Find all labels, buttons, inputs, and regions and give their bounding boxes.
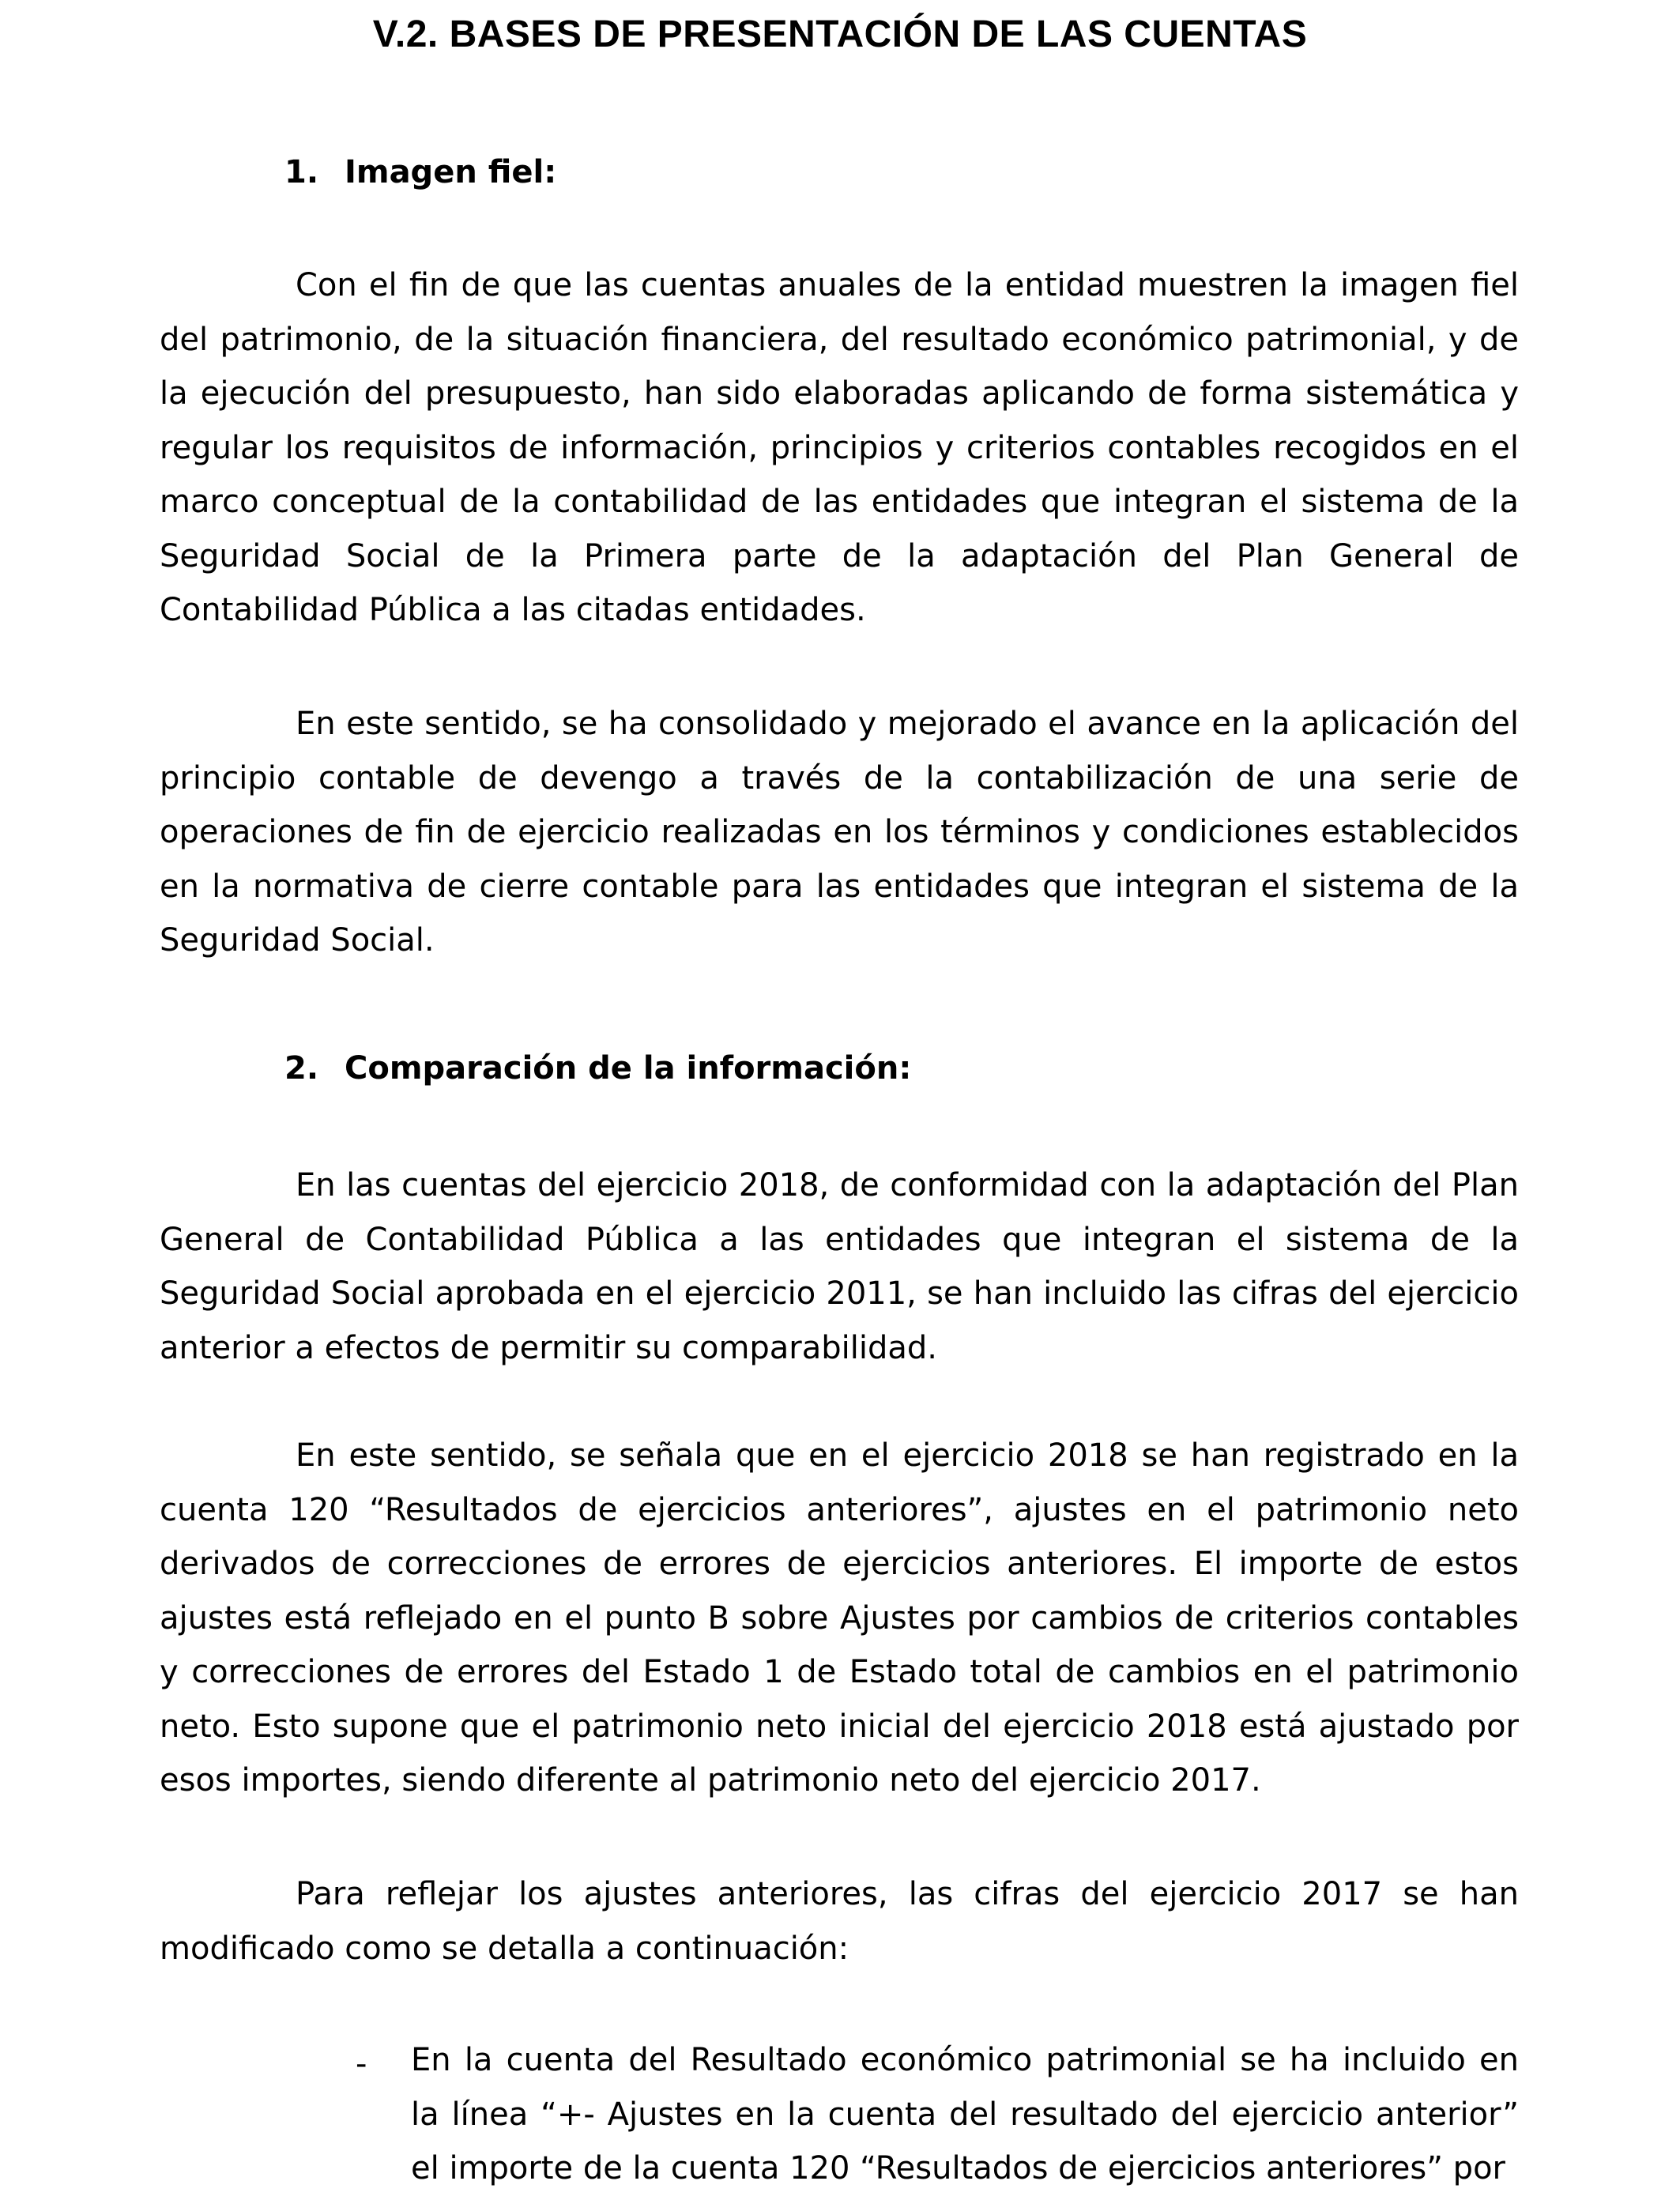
page-title: V.2. BASES DE PRESENTACIÓN DE LAS CUENTAS	[372, 13, 1308, 55]
section-number: 1.	[284, 154, 319, 190]
section-number: 2.	[284, 1050, 319, 1087]
section-heading-comparacion	[284, 1045, 911, 1092]
paragraph: Con el fin de que las cuentas anuales de la entidad muestren la imagen fiel del patrimonio, de la situación financiera, del resultado económico patrimonial, y de la ejecución del presupuesto, han sido elaboradas aplicando de forma sistemática y regular los requisitos de información, principios y criterios contables recogidos en el marco conceptual de la contabilidad de las entidades que integran el sistema de la Seguridad Social de la Primera parte de la adaptación del Plan General de Contabilidad Pública a las citadas entidades.	[160, 267, 1519, 628]
paragraph: En este sentido, se ha consolidado y mejorado el avance en la aplicación del principio contable de devengo a través de la contabilización de una serie de operaciones de fin de ejercicio realizadas en los términos y condiciones establecidos en la normativa de cierre contable para las entidades que integran el sistema de la Seguridad Social.	[160, 706, 1519, 959]
section-heading-imagen-fiel	[284, 149, 556, 196]
section-heading-text: Imagen fiel:	[345, 154, 557, 190]
list-bullet-marker: -	[356, 2046, 367, 2082]
paragraph: En este sentido, se señala que en el ejercicio 2018 se han registrado en la cuenta 120 “Resultados de ejercicios anteriores”, ajustes en el patrimonio neto derivados de correcciones de errores de ejercicios anteriores. El importe de estos ajustes está reflejado en el punto B sobre Ajustes por cambios de criterios contables y correcciones de errores del Estado 1 de Estado total de cambios en el patrimonio neto. Esto supone que el patrimonio neto inicial del ejercicio 2018 está ajustado por esos importes, siendo diferente al patrimonio neto del ejercicio 2017.	[160, 1437, 1519, 1799]
paragraph: Para reflejar los ajustes anteriores, las cifras del ejercicio 2017 se han modificado como se detalla a continuación:	[160, 1876, 1519, 1967]
paragraph: En las cuentas del ejercicio 2018, de conformidad con la adaptación del Plan General de Contabilidad Pública a las entidades que integran el sistema de la Seguridad Social aprobada en el ejercicio 2011, se han incluido las cifras del ejercicio anterior a efectos de permitir su comparabilidad.	[160, 1167, 1519, 1366]
section-heading-text: Comparación de la información:	[345, 1050, 912, 1087]
list-item: En la cuenta del Resultado económico patrimonial se ha incluido en la línea “+- Ajustes en la cuenta del resultado del ejercicio anterior” el importe de la cuenta 120 “Resultados de ejercicios anteriores” por	[411, 2042, 1519, 2187]
